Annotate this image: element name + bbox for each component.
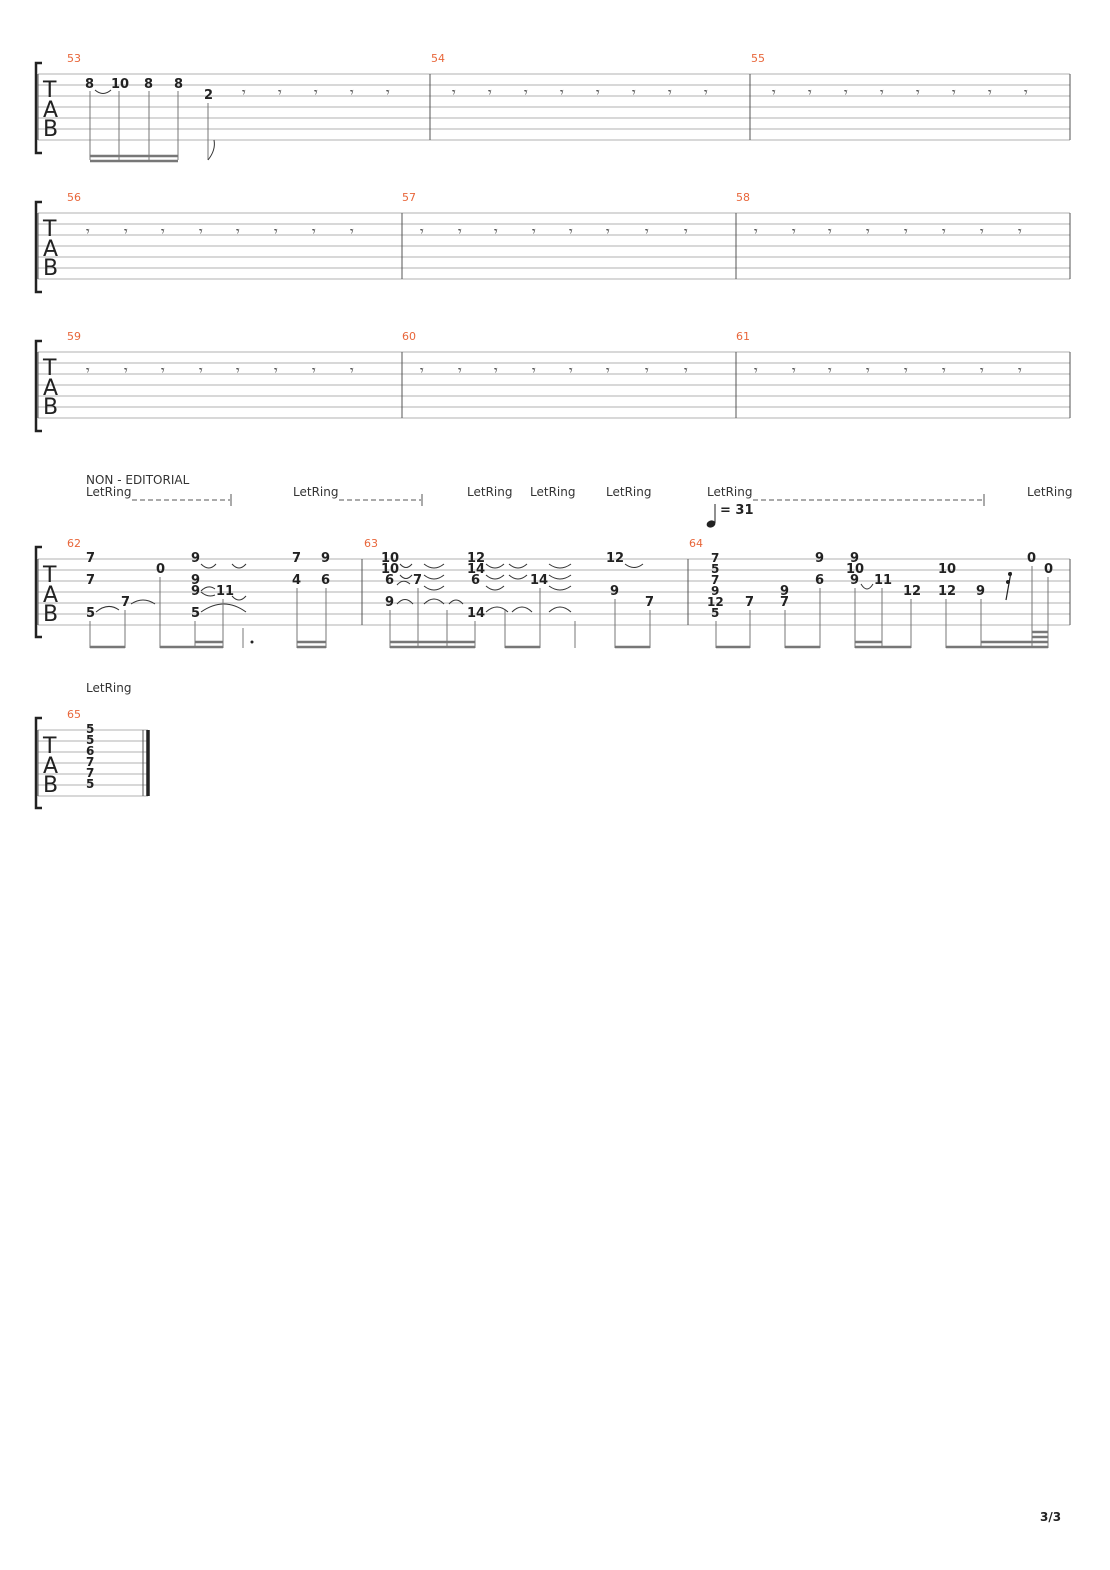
- let-ring-label: LetRing: [606, 485, 652, 499]
- tie: [424, 564, 444, 568]
- rests-row: [86, 224, 1022, 240]
- tab-clef-b: B: [43, 395, 59, 420]
- fret-number: 12: [938, 584, 957, 599]
- tab-clef-b: B: [43, 602, 59, 627]
- tab-clef-a: A: [43, 98, 59, 123]
- fret-number: 9: [815, 551, 825, 566]
- fret-number: 9: [191, 551, 201, 566]
- note-flag: [208, 140, 214, 160]
- tie: [549, 564, 571, 568]
- eighth-rest-icon: 𝄾: [274, 363, 278, 379]
- rests-row: [86, 363, 1022, 379]
- system-4: [36, 473, 1072, 648]
- tab-clef-a: A: [43, 237, 59, 262]
- let-ring-label: LetRing: [467, 485, 513, 499]
- slur: [861, 584, 873, 589]
- fret-number: 0: [156, 562, 166, 577]
- fret-number: 7: [745, 595, 755, 610]
- slur: [549, 607, 571, 612]
- tab-clef: [42, 734, 58, 798]
- tie: [232, 564, 246, 568]
- tab-clef: [42, 217, 58, 281]
- system-1: [36, 52, 1070, 161]
- let-ring-label: LetRing: [1027, 485, 1073, 499]
- fret-number: 6: [321, 573, 331, 588]
- fret-number: 7: [780, 595, 790, 610]
- let-ring-label: LetRing: [707, 485, 753, 499]
- tie: [486, 586, 504, 590]
- eighth-rest-icon: 𝄾: [866, 224, 870, 240]
- tie: [509, 564, 527, 568]
- let-ring-label: LetRing: [293, 485, 339, 499]
- fret-number: 10: [846, 562, 865, 577]
- fret-number: 9: [711, 584, 720, 598]
- measure-number: 58: [736, 191, 750, 204]
- eighth-rest-icon: 𝄾: [684, 363, 688, 379]
- eighth-rest-icon: 𝄾: [312, 224, 316, 240]
- eighth-rest-icon: 𝄾: [828, 363, 832, 379]
- eighth-rest-icon: 𝄾: [560, 85, 564, 101]
- tab-clef-b: B: [43, 773, 59, 798]
- tempo-marking: [706, 503, 754, 529]
- fret-number: 9: [191, 584, 201, 599]
- fret-number: 7: [413, 573, 423, 588]
- fret-number: 11: [216, 584, 235, 599]
- tab-clef-t: T: [43, 563, 57, 588]
- staff-lines: [38, 352, 1070, 418]
- eighth-rest-icon: 𝄾: [866, 363, 870, 379]
- fret-number: 10: [111, 77, 130, 92]
- tie: [400, 564, 412, 568]
- tab-clef-t: T: [43, 734, 57, 759]
- fret-number: 9: [780, 584, 790, 599]
- eighth-rest-icon: 𝄾: [942, 224, 946, 240]
- measure-number: 62: [67, 537, 81, 550]
- fret-number: 5: [86, 777, 95, 791]
- measure-number: 64: [689, 537, 703, 550]
- eighth-rest-icon: 𝄾: [632, 85, 636, 101]
- slur: [95, 90, 111, 94]
- eighth-rest-icon: 𝄾: [880, 85, 884, 101]
- fret-number: 7: [86, 755, 95, 769]
- tab-clef: [42, 356, 58, 420]
- tie: [400, 575, 412, 579]
- eighth-rest-icon: 𝄾: [980, 224, 984, 240]
- dot: [251, 641, 254, 644]
- eighth-rest-icon: 𝄾: [754, 224, 758, 240]
- fret-number: 12: [467, 551, 486, 566]
- fret-number: 12: [606, 551, 625, 566]
- tab-clef: [42, 563, 58, 627]
- fret-number: 9: [610, 584, 620, 599]
- eighth-rest-icon: 𝄾: [808, 85, 812, 101]
- tie: [486, 575, 504, 579]
- eighth-rest-icon: 𝄾: [199, 224, 203, 240]
- eighth-rest-icon: 𝄾: [645, 363, 649, 379]
- eighth-rest-icon: 𝄾: [236, 224, 240, 240]
- eighth-rest-icon: 𝄾: [828, 224, 832, 240]
- fret-number: 14: [467, 606, 486, 621]
- eighth-rest-icon: 𝄾: [1018, 224, 1022, 240]
- fret-number: 9: [850, 551, 860, 566]
- measure-number: 55: [751, 52, 765, 65]
- eighth-rest-icon: 𝄾: [420, 363, 424, 379]
- eighth-rest-icon: 𝄾: [350, 85, 354, 101]
- let-ring-label: LetRing: [86, 485, 132, 499]
- fret-number: 7: [86, 766, 95, 780]
- measure-53-notes: [85, 77, 214, 161]
- tie: [232, 596, 246, 600]
- eighth-rest-icon: 𝄾: [524, 85, 528, 101]
- eighth-rest-icon: 𝄾: [844, 85, 848, 101]
- measure-64-notes: [707, 551, 1053, 648]
- fret-number: 9: [976, 584, 986, 599]
- measure-number: 65: [67, 708, 81, 721]
- tab-clef-t: T: [43, 78, 57, 103]
- fret-number: 14: [530, 573, 549, 588]
- fret-number: 6: [471, 573, 481, 588]
- tab-clef-b: B: [43, 256, 59, 281]
- eighth-rest-icon: 𝄾: [606, 224, 610, 240]
- tab-clef-b: B: [43, 117, 59, 142]
- non-editorial-label: NON - EDITORIAL: [86, 473, 190, 487]
- fret-number: 9: [385, 595, 395, 610]
- tab-clef-t: T: [43, 356, 57, 381]
- fret-number: 10: [938, 562, 957, 577]
- slur: [201, 592, 215, 596]
- tie: [625, 564, 643, 568]
- measure-number: 53: [67, 52, 81, 65]
- fret-number: 5: [711, 562, 720, 576]
- tie: [424, 575, 444, 579]
- fret-number: 12: [903, 584, 922, 599]
- system-2: [36, 191, 1070, 292]
- fret-number: 7: [86, 551, 96, 566]
- eighth-rest-icon: 𝄾: [704, 85, 708, 101]
- tab-clef-a: A: [43, 754, 59, 779]
- fret-number: 6: [385, 573, 395, 588]
- eighth-rest-icon: 𝄾: [312, 363, 316, 379]
- eighth-rest-icon: 𝄾: [199, 363, 203, 379]
- tie: [486, 564, 504, 568]
- fret-number: 5: [191, 606, 201, 621]
- eighth-rest-icon: 𝄾: [386, 85, 390, 101]
- eighth-rest-icon: 𝄾: [488, 85, 492, 101]
- rests-row: [242, 85, 1028, 101]
- eighth-rest-icon: 𝄾: [532, 363, 536, 379]
- eighth-rest-icon: 𝄾: [458, 224, 462, 240]
- eighth-rest-icon: 𝄾: [645, 224, 649, 240]
- eighth-rest-icon: 𝄾: [596, 85, 600, 101]
- tie: [549, 586, 571, 590]
- fret-number: 7: [645, 595, 655, 610]
- staff-lines: [38, 74, 1070, 140]
- system-3: [36, 330, 1070, 431]
- eighth-rest-icon: 𝄾: [86, 224, 90, 240]
- fret-number: 8: [85, 77, 95, 92]
- eighth-rest-icon: 𝄾: [494, 224, 498, 240]
- eighth-rest-icon: 𝄾: [274, 224, 278, 240]
- eighth-rest-icon: 𝄾: [792, 363, 796, 379]
- fret-number: 0: [1027, 551, 1037, 566]
- eighth-rest-icon: 𝄾: [124, 224, 128, 240]
- eighth-rest-icon: 𝄾: [792, 224, 796, 240]
- eighth-rest-icon: 𝄾: [569, 363, 573, 379]
- eighth-rest-icon: 𝄾: [278, 85, 282, 101]
- eighth-rest-icon: 𝄾: [494, 363, 498, 379]
- eighth-rest-icon: 𝄾: [1018, 363, 1022, 379]
- tie: [201, 564, 216, 568]
- tie: [509, 575, 527, 579]
- eighth-rest-icon: 𝄾: [772, 85, 776, 101]
- slur: [512, 607, 532, 612]
- fret-number: 8: [144, 77, 154, 92]
- eighth-rest-icon: 𝄾: [350, 224, 354, 240]
- eighth-rest-icon: 𝄾: [86, 363, 90, 379]
- tab-clef: [42, 78, 58, 142]
- eighth-rest-icon: 𝄾: [942, 363, 946, 379]
- eighth-rest-icon: 𝄾: [754, 363, 758, 379]
- measure-65-notes: [86, 722, 94, 791]
- fret-number: 9: [850, 573, 860, 588]
- eighth-rest-icon: 𝄾: [916, 85, 920, 101]
- fret-number: 10: [381, 551, 400, 566]
- sixteenth-rest-icon: [1006, 572, 1012, 600]
- fret-number: 12: [707, 595, 724, 609]
- tie: [549, 575, 571, 579]
- fret-number: 7: [121, 595, 131, 610]
- fret-number: 10: [381, 562, 400, 577]
- measure-number: 56: [67, 191, 81, 204]
- eighth-rest-icon: 𝄾: [161, 363, 165, 379]
- page-number: 3/3: [1040, 1510, 1062, 1524]
- fret-number: 14: [467, 562, 486, 577]
- tab-clef-a: A: [43, 583, 59, 608]
- fret-number: 5: [86, 733, 95, 747]
- fret-number: 7: [711, 573, 720, 587]
- eighth-rest-icon: 𝄾: [236, 363, 240, 379]
- staff-lines: [38, 213, 1070, 279]
- eighth-rest-icon: 𝄾: [684, 224, 688, 240]
- eighth-rest-icon: 𝄾: [161, 224, 165, 240]
- eighth-rest-icon: 𝄾: [1024, 85, 1028, 101]
- eighth-rest-icon: 𝄾: [904, 363, 908, 379]
- tie: [424, 586, 444, 590]
- slur: [201, 587, 215, 591]
- fret-number: 2: [204, 88, 214, 103]
- tempo-value: = 31: [720, 503, 754, 518]
- fret-number: 9: [191, 573, 201, 588]
- fret-number: 6: [815, 573, 825, 588]
- eighth-rest-icon: 𝄾: [458, 363, 462, 379]
- fret-number: 11: [874, 573, 893, 588]
- eighth-rest-icon: 𝄾: [952, 85, 956, 101]
- eighth-rest-icon: 𝄾: [980, 363, 984, 379]
- measure-62-notes: [86, 551, 330, 648]
- fret-number: 7: [292, 551, 302, 566]
- fret-number: 8: [174, 77, 184, 92]
- eighth-rest-icon: 𝄾: [420, 224, 424, 240]
- measure-number: 63: [364, 537, 378, 550]
- slur: [397, 581, 410, 585]
- let-ring-label: LetRing: [86, 681, 132, 695]
- eighth-rest-icon: 𝄾: [124, 363, 128, 379]
- eighth-rest-icon: 𝄾: [606, 363, 610, 379]
- fret-number: 7: [86, 573, 96, 588]
- fret-number: 9: [321, 551, 331, 566]
- fret-number: 5: [86, 606, 96, 621]
- eighth-rest-icon: 𝄾: [350, 363, 354, 379]
- fret-number: 4: [292, 573, 302, 588]
- measure-number: 54: [431, 52, 445, 65]
- tab-clef-a: A: [43, 376, 59, 401]
- eighth-rest-icon: 𝄾: [242, 85, 246, 101]
- measure-63-notes: [381, 551, 654, 648]
- measure-number: 60: [402, 330, 416, 343]
- measure-number: 57: [402, 191, 416, 204]
- measure-number: 61: [736, 330, 750, 343]
- eighth-rest-icon: 𝄾: [904, 224, 908, 240]
- eighth-rest-icon: 𝄾: [452, 85, 456, 101]
- fret-number: 6: [86, 744, 95, 758]
- fret-number: 5: [711, 606, 720, 620]
- fret-number: 5: [86, 722, 95, 736]
- eighth-rest-icon: 𝄾: [314, 85, 318, 101]
- measure-number: 59: [67, 330, 81, 343]
- eighth-rest-icon: 𝄾: [668, 85, 672, 101]
- eighth-rest-icon: 𝄾: [569, 224, 573, 240]
- eighth-rest-icon: 𝄾: [532, 224, 536, 240]
- system-5: [36, 681, 148, 808]
- tab-clef-t: T: [43, 217, 57, 242]
- fret-number: 0: [1044, 562, 1054, 577]
- fret-number: 7: [711, 551, 720, 565]
- let-ring-label: LetRing: [530, 485, 576, 499]
- slur: [96, 606, 119, 612]
- eighth-rest-icon: 𝄾: [988, 85, 992, 101]
